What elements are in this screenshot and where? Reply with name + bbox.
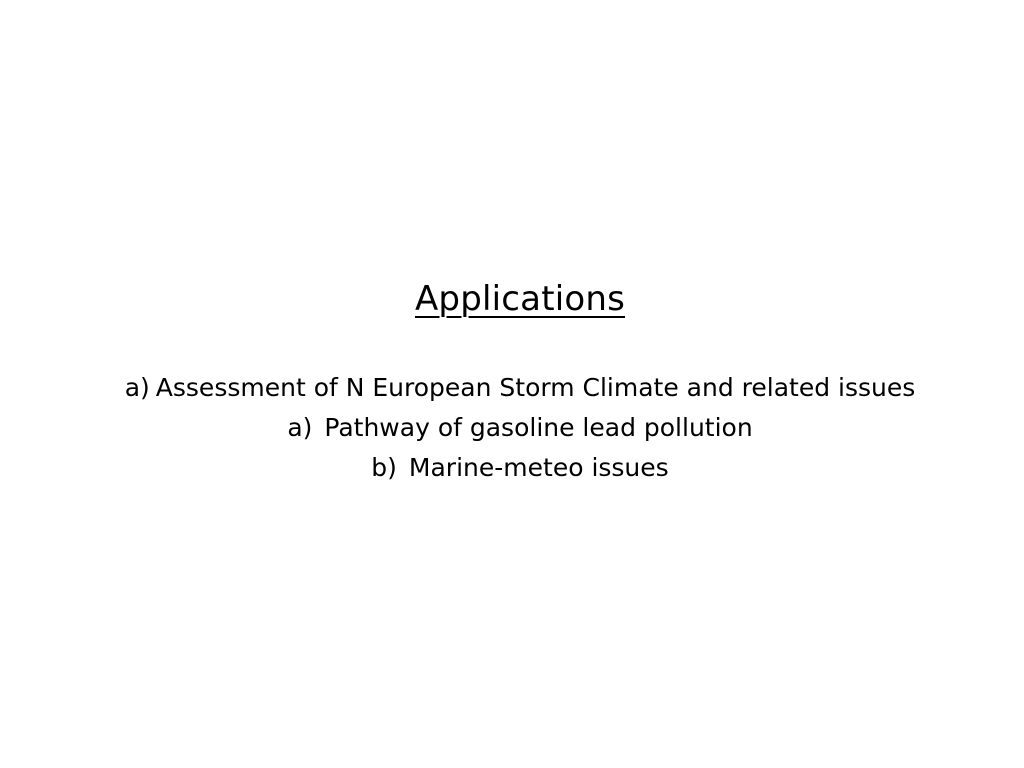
list-item-marker: a) xyxy=(124,373,150,402)
list-item-text: Assessment of N European Storm Climate and related issues xyxy=(155,373,916,402)
list-item xyxy=(0,368,1024,408)
list-item xyxy=(0,408,1024,448)
applications-list xyxy=(0,368,1024,488)
list-item-text: Marine-meteo issues xyxy=(408,453,669,482)
list-item xyxy=(0,448,1024,488)
list-item-marker: b) xyxy=(371,453,397,482)
list-item-text: Pathway of gasoline lead pollution xyxy=(324,413,753,442)
list-item-marker: a) xyxy=(287,413,313,442)
slide-title: Applications xyxy=(414,279,626,319)
